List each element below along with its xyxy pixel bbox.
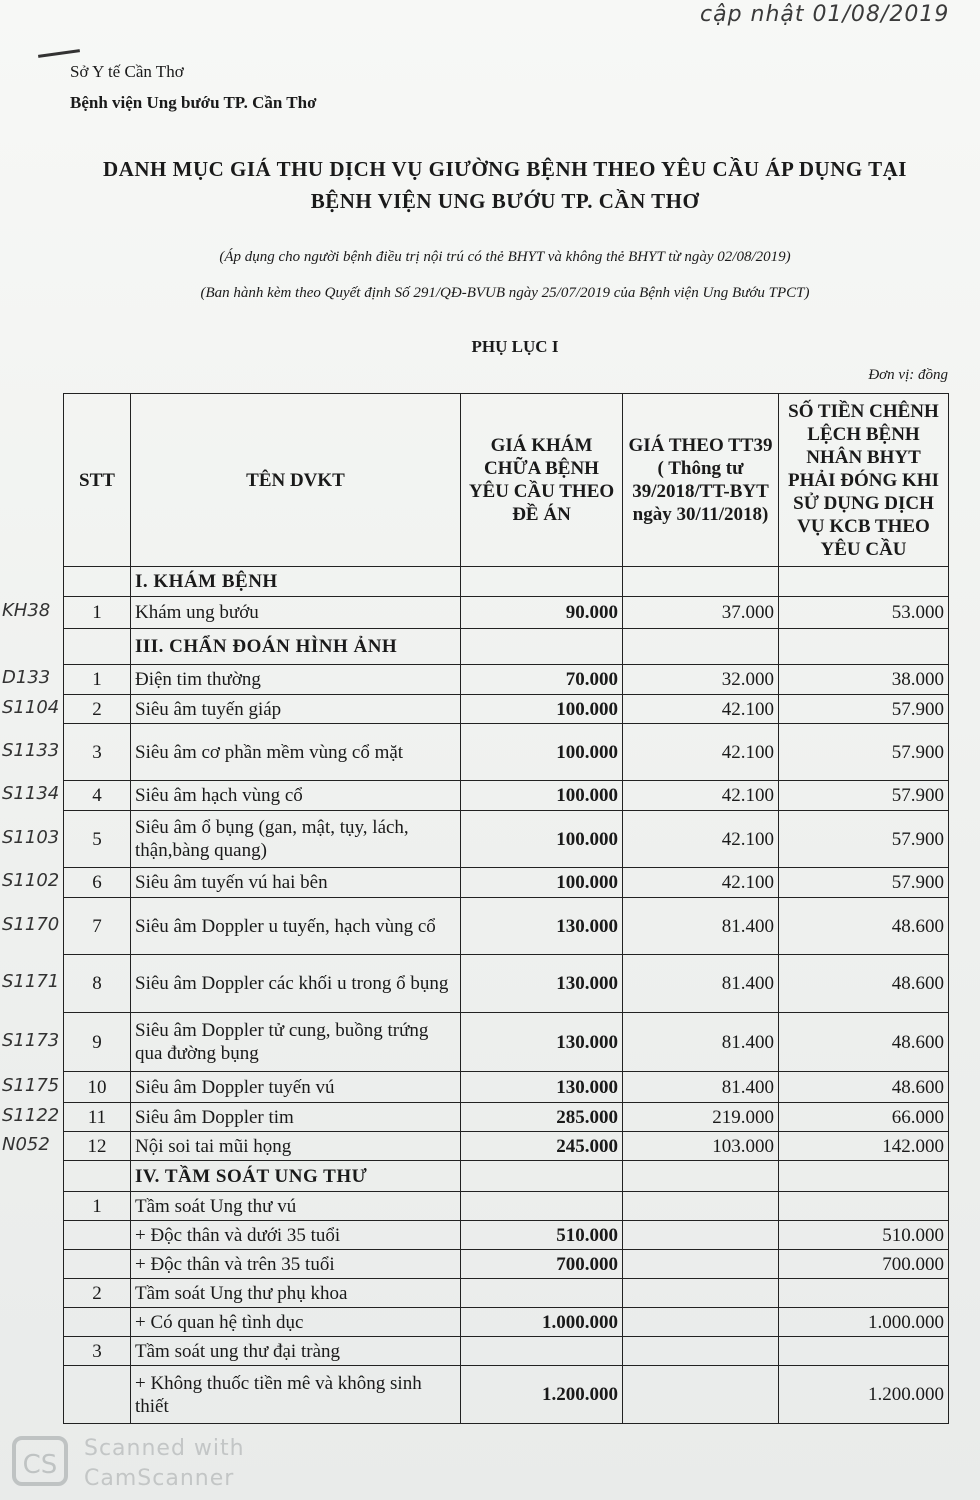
doc-title-line2: BỆNH VIỆN UNG BƯỚU TP. CẦN THƠ: [310, 189, 700, 213]
price-table: [63, 393, 949, 1424]
stt-cell: 2: [64, 1279, 131, 1308]
service-name: Siêu âm Doppler các khối u trong ổ bụng: [131, 955, 461, 1013]
service-name: Siêu âm ổ bụng (gan, mật, tụy, lách, thận,bàng quang): [131, 811, 461, 868]
service-row: [64, 1366, 949, 1424]
difference-amount: 48.600: [779, 898, 949, 955]
service-row: [64, 1337, 949, 1366]
empty-cell: [461, 629, 623, 665]
col-header-difference: SỐ TIỀN CHÊNH LỆCH BỆNH NHÂN BHYT PHẢI ĐÓNG KHI SỬ DỤNG DỊCH VỤ KCB THEO YÊU CẦU: [779, 394, 949, 567]
scanner-watermark: [10, 1432, 270, 1492]
request-price: 100.000: [461, 811, 623, 868]
difference-amount: 38.000: [779, 665, 949, 695]
handwritten-service-code: N052: [2, 1133, 50, 1155]
table-header-row: [64, 394, 949, 567]
service-name: Khám ung bướu: [131, 597, 461, 629]
applicability-note: (Áp dụng cho người bệnh điều trị nội trú có thẻ BHYT và không thẻ BHYT từ ngày 02/08/2019): [219, 249, 791, 265]
tt39-price: 42.100: [623, 868, 779, 898]
service-name: Siêu âm hạch vùng cổ: [131, 781, 461, 811]
tt39-price: 81.400: [623, 898, 779, 955]
service-name: Siêu âm Doppler tuyến vú: [131, 1072, 461, 1103]
service-name: Siêu âm tuyến vú hai bên: [131, 868, 461, 898]
appendix-label: PHỤ LỤC I: [471, 337, 559, 356]
section-row: [64, 629, 949, 665]
request-price: 100.000: [461, 868, 623, 898]
service-name: Nội soi tai mũi họng: [131, 1132, 461, 1161]
handwritten-service-code: S1171: [2, 971, 60, 992]
stt-cell: [64, 567, 131, 597]
request-price: 130.000: [461, 1013, 623, 1072]
service-row: [64, 781, 949, 811]
handwritten-service-code: S1170: [2, 913, 60, 935]
stt-cell: 2: [64, 695, 131, 724]
tt39-price: 32.000: [623, 665, 779, 695]
request-price: [461, 1279, 623, 1308]
request-price: [461, 1192, 623, 1221]
col-header-name: TÊN DVKT: [131, 394, 461, 567]
service-name: Điện tim thường: [131, 665, 461, 695]
service-name: Tầm soát Ung thư phụ khoa: [131, 1279, 461, 1308]
request-price: 70.000: [461, 665, 623, 695]
difference-amount: 48.600: [779, 1072, 949, 1103]
request-price: 1.200.000: [461, 1366, 623, 1424]
service-name: + Không thuốc tiền mê và không sinh thiết: [131, 1366, 461, 1424]
service-row: [64, 1279, 949, 1308]
service-row: [64, 811, 949, 868]
handwritten-service-code: S1103: [2, 826, 60, 848]
service-name: + Độc thân và trên 35 tuổi: [131, 1250, 461, 1279]
col-header-price-tt39: GIÁ THEO TT39 ( Thông tư 39/2018/TT-BYT ngày 30/11/2018): [623, 394, 779, 567]
tt39-price: [623, 1221, 779, 1250]
tt39-price: 42.100: [623, 724, 779, 781]
stt-cell: 6: [64, 868, 131, 898]
stt-cell: 8: [64, 955, 131, 1013]
stt-cell: [64, 629, 131, 665]
difference-amount: 57.900: [779, 724, 949, 781]
request-price: [461, 1337, 623, 1366]
currency-unit: Đơn vị: đồng: [868, 367, 948, 383]
tt39-price: [623, 1308, 779, 1337]
handwritten-service-code: S1104: [2, 696, 60, 718]
empty-cell: [623, 567, 779, 597]
empty-cell: [623, 1161, 779, 1192]
tt39-price: 42.100: [623, 695, 779, 724]
service-row: [64, 898, 949, 955]
empty-cell: [779, 1161, 949, 1192]
stt-cell: [64, 1221, 131, 1250]
watermark-line2: CamScanner: [84, 1466, 235, 1491]
service-row: [64, 1072, 949, 1103]
difference-amount: 57.900: [779, 811, 949, 868]
difference-amount: 142.000: [779, 1132, 949, 1161]
service-row: [64, 597, 949, 629]
watermark-line1: Scanned with: [84, 1436, 245, 1461]
stt-cell: [64, 1161, 131, 1192]
difference-amount: 1.200.000: [779, 1366, 949, 1424]
handwritten-service-code: S1134: [2, 783, 60, 804]
service-row: [64, 665, 949, 695]
section-row: [64, 567, 949, 597]
stt-cell: 1: [64, 1192, 131, 1221]
stt-cell: 3: [64, 724, 131, 781]
watermark-text: [84, 1434, 245, 1494]
service-name: Tầm soát ung thư đại tràng: [131, 1337, 461, 1366]
handwritten-service-code: D133: [2, 667, 51, 688]
tt39-price: 81.400: [623, 1072, 779, 1103]
tt39-price: 81.400: [623, 955, 779, 1013]
handwritten-update-note: cập nhật 01/08/2019: [700, 2, 950, 27]
service-name: Siêu âm cơ phần mềm vùng cổ mặt: [131, 724, 461, 781]
tt39-price: [623, 1250, 779, 1279]
service-name: Siêu âm Doppler u tuyến, hạch vùng cổ: [131, 898, 461, 955]
service-row: [64, 724, 949, 781]
stt-cell: 1: [64, 597, 131, 629]
stt-cell: 10: [64, 1072, 131, 1103]
difference-amount: 57.900: [779, 695, 949, 724]
difference-amount: 66.000: [779, 1103, 949, 1132]
request-price: 100.000: [461, 695, 623, 724]
empty-cell: [461, 567, 623, 597]
difference-amount: 48.600: [779, 1013, 949, 1072]
difference-amount: 700.000: [779, 1250, 949, 1279]
difference-amount: 57.900: [779, 781, 949, 811]
service-name: + Có quan hệ tình dục: [131, 1308, 461, 1337]
col-header-stt: STT: [64, 394, 131, 567]
difference-amount: 57.900: [779, 868, 949, 898]
difference-amount: [779, 1192, 949, 1221]
service-name: Siêu âm Doppler tim: [131, 1103, 461, 1132]
service-row: [64, 1221, 949, 1250]
request-price: 510.000: [461, 1221, 623, 1250]
tt39-price: 219.000: [623, 1103, 779, 1132]
request-price: 130.000: [461, 955, 623, 1013]
empty-cell: [623, 629, 779, 665]
org-hospital: Bệnh viện Ung bướu TP. Cần Thơ: [70, 93, 317, 112]
difference-amount: 48.600: [779, 955, 949, 1013]
empty-cell: [461, 1161, 623, 1192]
service-row: [64, 1013, 949, 1072]
tt39-price: [623, 1366, 779, 1424]
section-title: III. CHẨN ĐOÁN HÌNH ẢNH: [131, 629, 461, 665]
difference-amount: [779, 1337, 949, 1366]
stt-cell: [64, 1250, 131, 1279]
col-header-price-request: GIÁ KHÁM CHỮA BỆNH YÊU CẦU THEO ĐỀ ÁN: [461, 394, 623, 567]
tt39-price: 103.000: [623, 1132, 779, 1161]
difference-amount: 53.000: [779, 597, 949, 629]
service-row: [64, 1308, 949, 1337]
service-name: + Độc thân và dưới 35 tuổi: [131, 1221, 461, 1250]
stt-cell: 3: [64, 1337, 131, 1366]
stt-cell: 5: [64, 811, 131, 868]
handwritten-service-code: S1102: [2, 870, 60, 891]
handwritten-service-code: S1133: [2, 739, 60, 761]
request-price: 130.000: [461, 898, 623, 955]
decision-note: (Ban hành kèm theo Quyết định Số 291/QĐ-BVUB ngày 25/07/2019 của Bệnh viện Ung Bướu TPCT): [200, 285, 810, 301]
service-row: [64, 1192, 949, 1221]
service-row: [64, 1103, 949, 1132]
request-price: 130.000: [461, 1072, 623, 1103]
service-row: [64, 1250, 949, 1279]
service-row: [64, 1132, 949, 1161]
stt-cell: 7: [64, 898, 131, 955]
stt-cell: [64, 1308, 131, 1337]
difference-amount: [779, 1279, 949, 1308]
empty-cell: [779, 629, 949, 665]
service-name: Siêu âm tuyến giáp: [131, 695, 461, 724]
handwritten-service-code: S1175: [2, 1074, 60, 1096]
request-price: 100.000: [461, 781, 623, 811]
section-row: [64, 1161, 949, 1192]
service-row: [64, 868, 949, 898]
handwritten-service-code: S1173: [2, 1029, 60, 1051]
stt-cell: 9: [64, 1013, 131, 1072]
doc-title-line1: DANH MỤC GIÁ THU DỊCH VỤ GIƯỜNG BỆNH THEO YÊU CẦU ÁP DỤNG TẠI: [103, 157, 907, 181]
stt-cell: 4: [64, 781, 131, 811]
tt39-price: [623, 1337, 779, 1366]
stt-cell: 1: [64, 665, 131, 695]
stt-cell: [64, 1366, 131, 1424]
tt39-price: 81.400: [623, 1013, 779, 1072]
stt-cell: 11: [64, 1103, 131, 1132]
difference-amount: 1.000.000: [779, 1308, 949, 1337]
request-price: 1.000.000: [461, 1308, 623, 1337]
request-price: 700.000: [461, 1250, 623, 1279]
pen-mark: [38, 49, 80, 58]
org-department: Sở Y tế Cần Thơ: [70, 62, 184, 81]
tt39-price: 37.000: [623, 597, 779, 629]
handwritten-service-code: KH38: [2, 600, 51, 621]
request-price: 245.000: [461, 1132, 623, 1161]
service-row: [64, 955, 949, 1013]
tt39-price: [623, 1279, 779, 1308]
service-name: Tầm soát Ung thư vú: [131, 1192, 461, 1221]
request-price: 90.000: [461, 597, 623, 629]
camscanner-logo: CS: [12, 1436, 68, 1486]
request-price: 285.000: [461, 1103, 623, 1132]
request-price: 100.000: [461, 724, 623, 781]
section-title: I. KHÁM BỆNH: [131, 567, 461, 597]
section-title: IV. TẦM SOÁT UNG THƯ: [131, 1161, 461, 1192]
tt39-price: 42.100: [623, 781, 779, 811]
tt39-price: [623, 1192, 779, 1221]
service-name: Siêu âm Doppler tử cung, buồng trứng qua đường bụng: [131, 1013, 461, 1072]
service-row: [64, 695, 949, 724]
tt39-price: 42.100: [623, 811, 779, 868]
empty-cell: [779, 567, 949, 597]
difference-amount: 510.000: [779, 1221, 949, 1250]
handwritten-service-code: S1122: [2, 1104, 60, 1126]
stt-cell: 12: [64, 1132, 131, 1161]
